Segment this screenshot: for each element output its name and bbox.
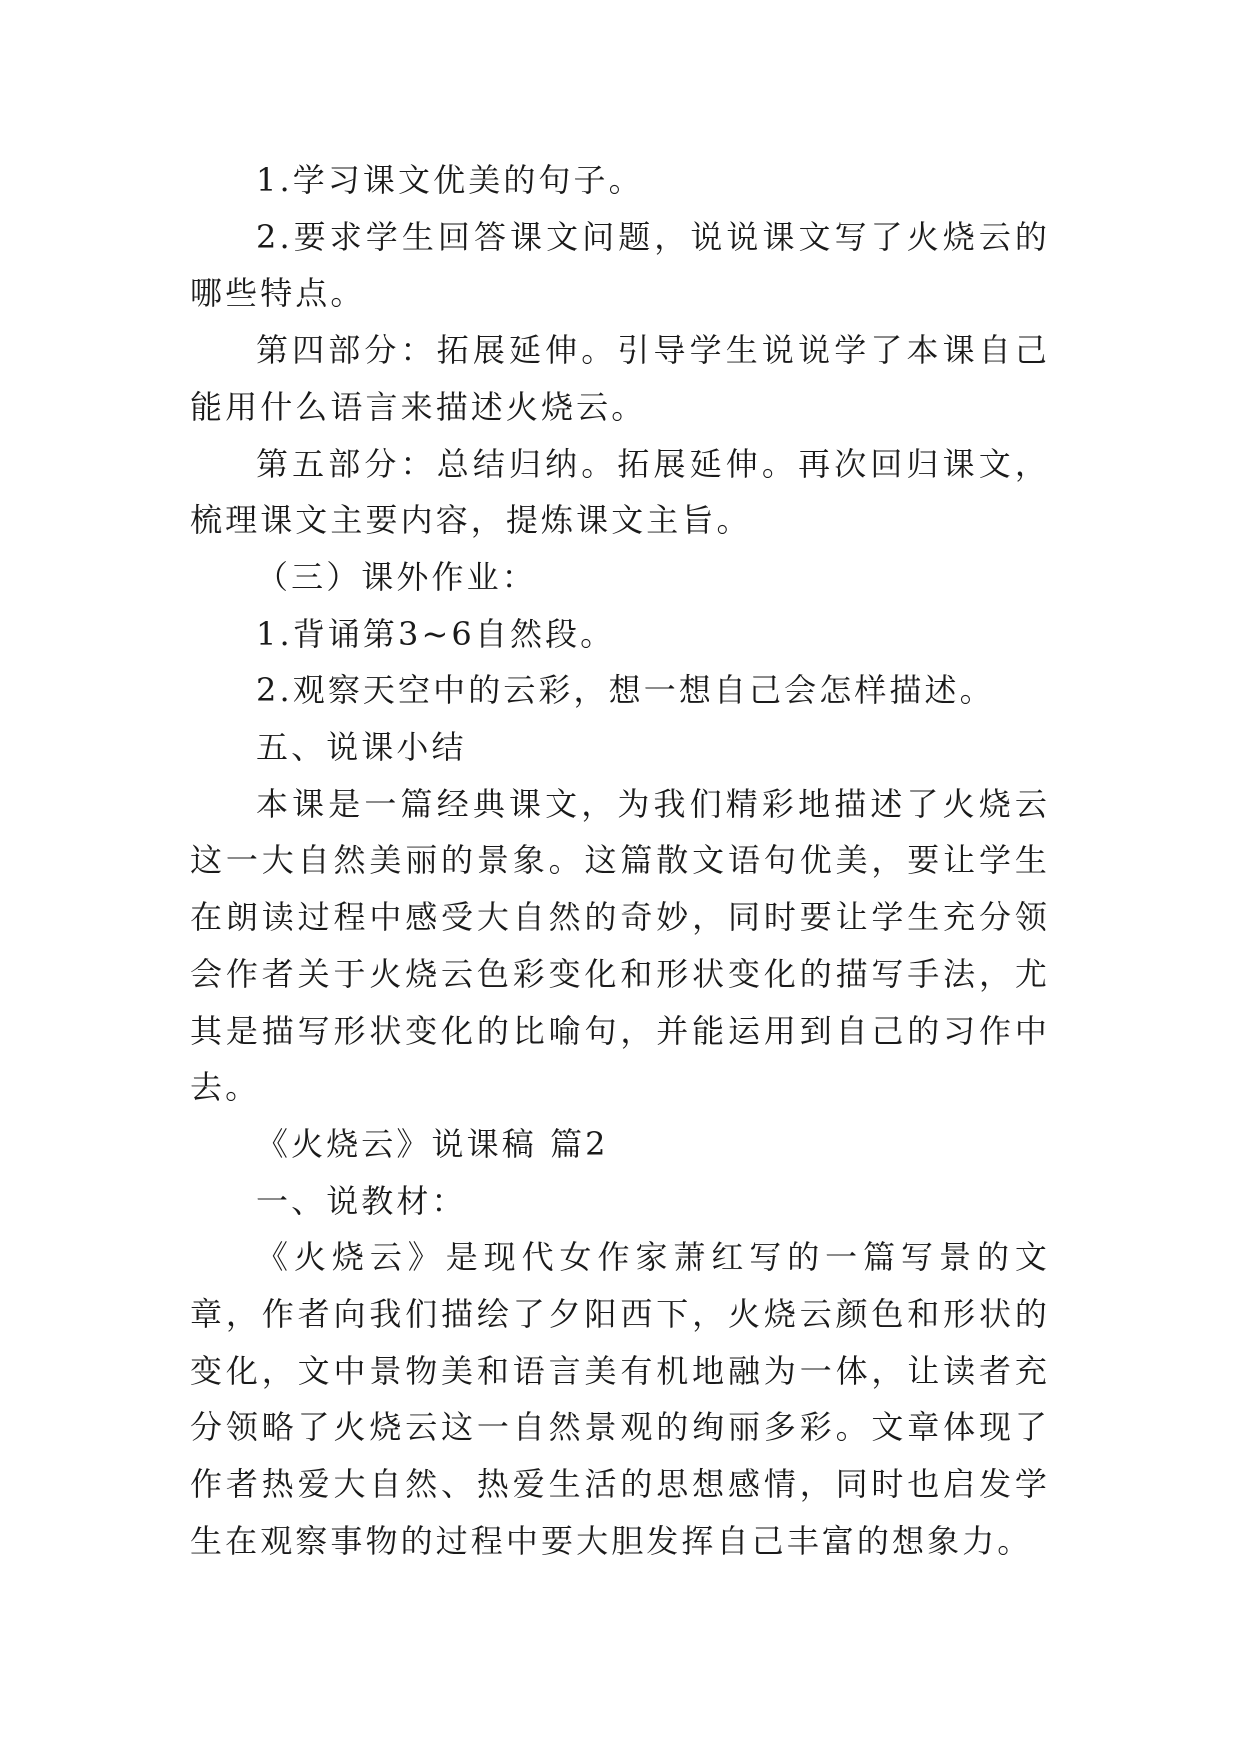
paragraph: 本课是一篇经典课文，为我们精彩地描述了火烧云这一大自然美丽的景象。这篇散文语句优美，要让学生在朗读过程中感受大自然的奇妙，同时要让学生充分领会作者关于火烧云色彩变化和形状变化的描写手法，尤其是描写形状变化的比喻句，并能运用到自己的习作中去。 bbox=[190, 784, 1050, 1107]
paragraph: 2.观察天空中的云彩，想一想自己会怎样描述。 bbox=[256, 671, 995, 710]
paragraph: （三）课外作业： bbox=[256, 557, 537, 596]
paragraph: 1.背诵第3~6自然段。 bbox=[256, 614, 616, 653]
document-body bbox=[190, 152, 1050, 1570]
paragraph: 第四部分：拓展延伸。引导学生说说学了本课自己能用什么语言来描述火烧云。 bbox=[190, 331, 1050, 426]
paragraph: 2.要求学生回答课文问题，说说课文写了火烧云的哪些特点。 bbox=[190, 217, 1050, 313]
section-heading: 一、说教材： bbox=[256, 1181, 467, 1220]
article-title: 《火烧云》说课稿 篇2 bbox=[256, 1124, 609, 1163]
paragraph: 第五部分：总结归纳。拓展延伸。再次回归课文，梳理课文主要内容，提炼课文主旨。 bbox=[190, 444, 1050, 540]
paragraph: 《火烧云》是现代女作家萧红写的一篇写景的文章，作者向我们描绘了夕阳西下，火烧云颜色和形状的变化，文中景物美和语言美有机地融为一体，让读者充分领略了火烧云这一自然景观的绚丽多彩。文章体现了作者热爱大自然、热爱生活的思想感情，同时也启发学生在观察事物的过程中要大胆发挥自己丰富的想象力。 bbox=[190, 1238, 1050, 1560]
paragraph: 1.学习课文优美的句子。 bbox=[256, 161, 644, 199]
section-heading: 五、说课小结 bbox=[256, 728, 467, 767]
